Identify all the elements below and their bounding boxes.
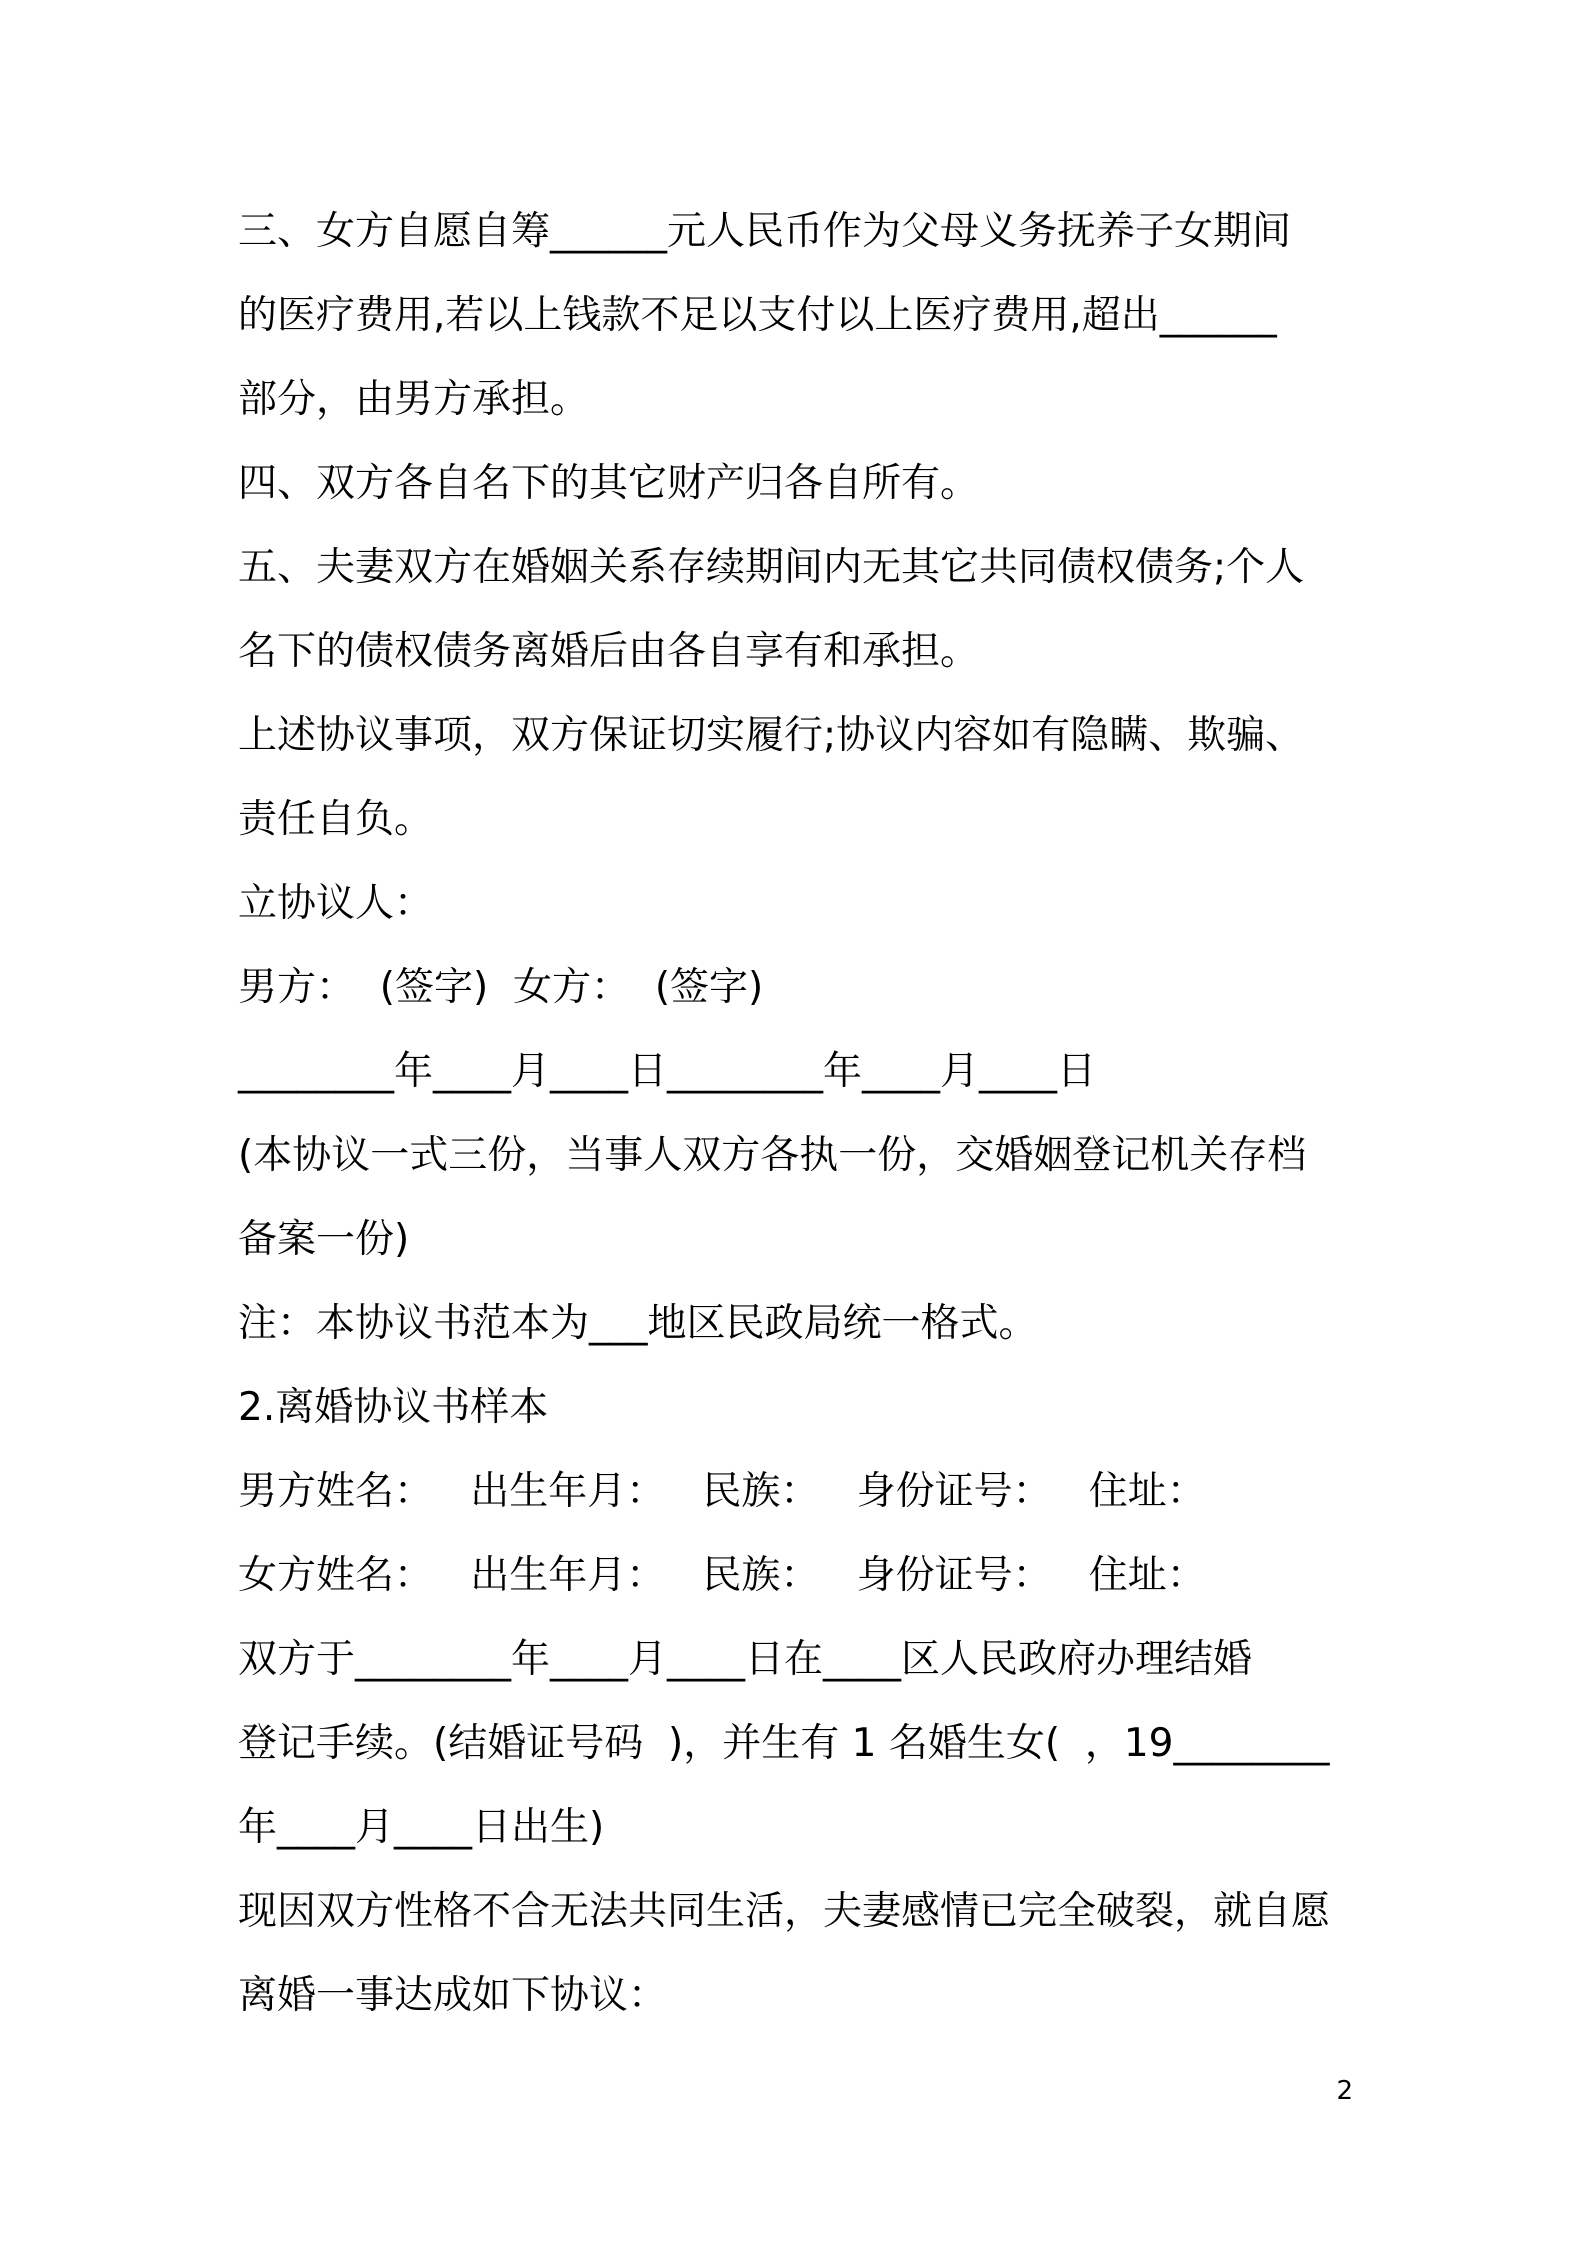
format-note: 注：本协议书范本为___地区民政局统一格式。: [238, 1301, 1038, 1346]
signatories-heading: 立协议人：: [238, 881, 434, 926]
page-number: 2: [1336, 2076, 1353, 2106]
section-heading: 2.离婚协议书样本: [238, 1385, 549, 1430]
signature-line: 男方： (签字) 女方： (签字): [238, 965, 764, 1010]
clause-3-line-2: 的医疗费用,若以上钱款不足以支付以上医疗费用,超出______: [238, 293, 1277, 338]
clause-5-line-2: 名下的债权债务离婚后由各自享有和承担。: [238, 629, 980, 674]
agreement-intro-line-2: 离婚一事达成如下协议：: [238, 1973, 668, 2018]
agreement-intro-line-1: 现因双方性格不合无法共同生活，夫妻感情已完全破裂，就自愿: [238, 1889, 1331, 1934]
clause-3-line-1: 三、女方自愿自筹______元人民币作为父母义务抚养子女期间: [238, 209, 1292, 254]
clause-3-line-3: 部分，由男方承担。: [238, 377, 590, 422]
marriage-registration-line-2: 登记手续。(结婚证号码 )，并生有 1 名婚生女( ，19________: [238, 1721, 1330, 1766]
clause-5-line-1: 五、夫妻双方在婚姻关系存续期间内无其它共同债权债务;个人: [238, 545, 1305, 590]
male-info-line: 男方姓名： 出生年月： 民族： 身份证号： 住址：: [238, 1469, 1206, 1514]
date-line: ________年____月____日________年____月____日: [238, 1049, 1096, 1094]
guarantee-line-2: 责任自负。: [238, 797, 434, 842]
marriage-registration-line-3: 年____月____日出生): [238, 1805, 605, 1850]
copies-note-line-2: 备案一份): [238, 1217, 410, 1262]
clause-4: 四、双方各自名下的其它财产归各自所有。: [238, 461, 980, 506]
female-info-line: 女方姓名： 出生年月： 民族： 身份证号： 住址：: [238, 1553, 1206, 1598]
marriage-registration-line-1: 双方于________年____月____日在____区人民政府办理结婚: [238, 1637, 1253, 1682]
guarantee-line-1: 上述协议事项，双方保证切实履行;协议内容如有隐瞒、欺骗、: [238, 713, 1305, 758]
copies-note-line-1: (本协议一式三份，当事人双方各执一份，交婚姻登记机关存档: [238, 1133, 1307, 1178]
document-body: [238, 190, 1358, 2038]
